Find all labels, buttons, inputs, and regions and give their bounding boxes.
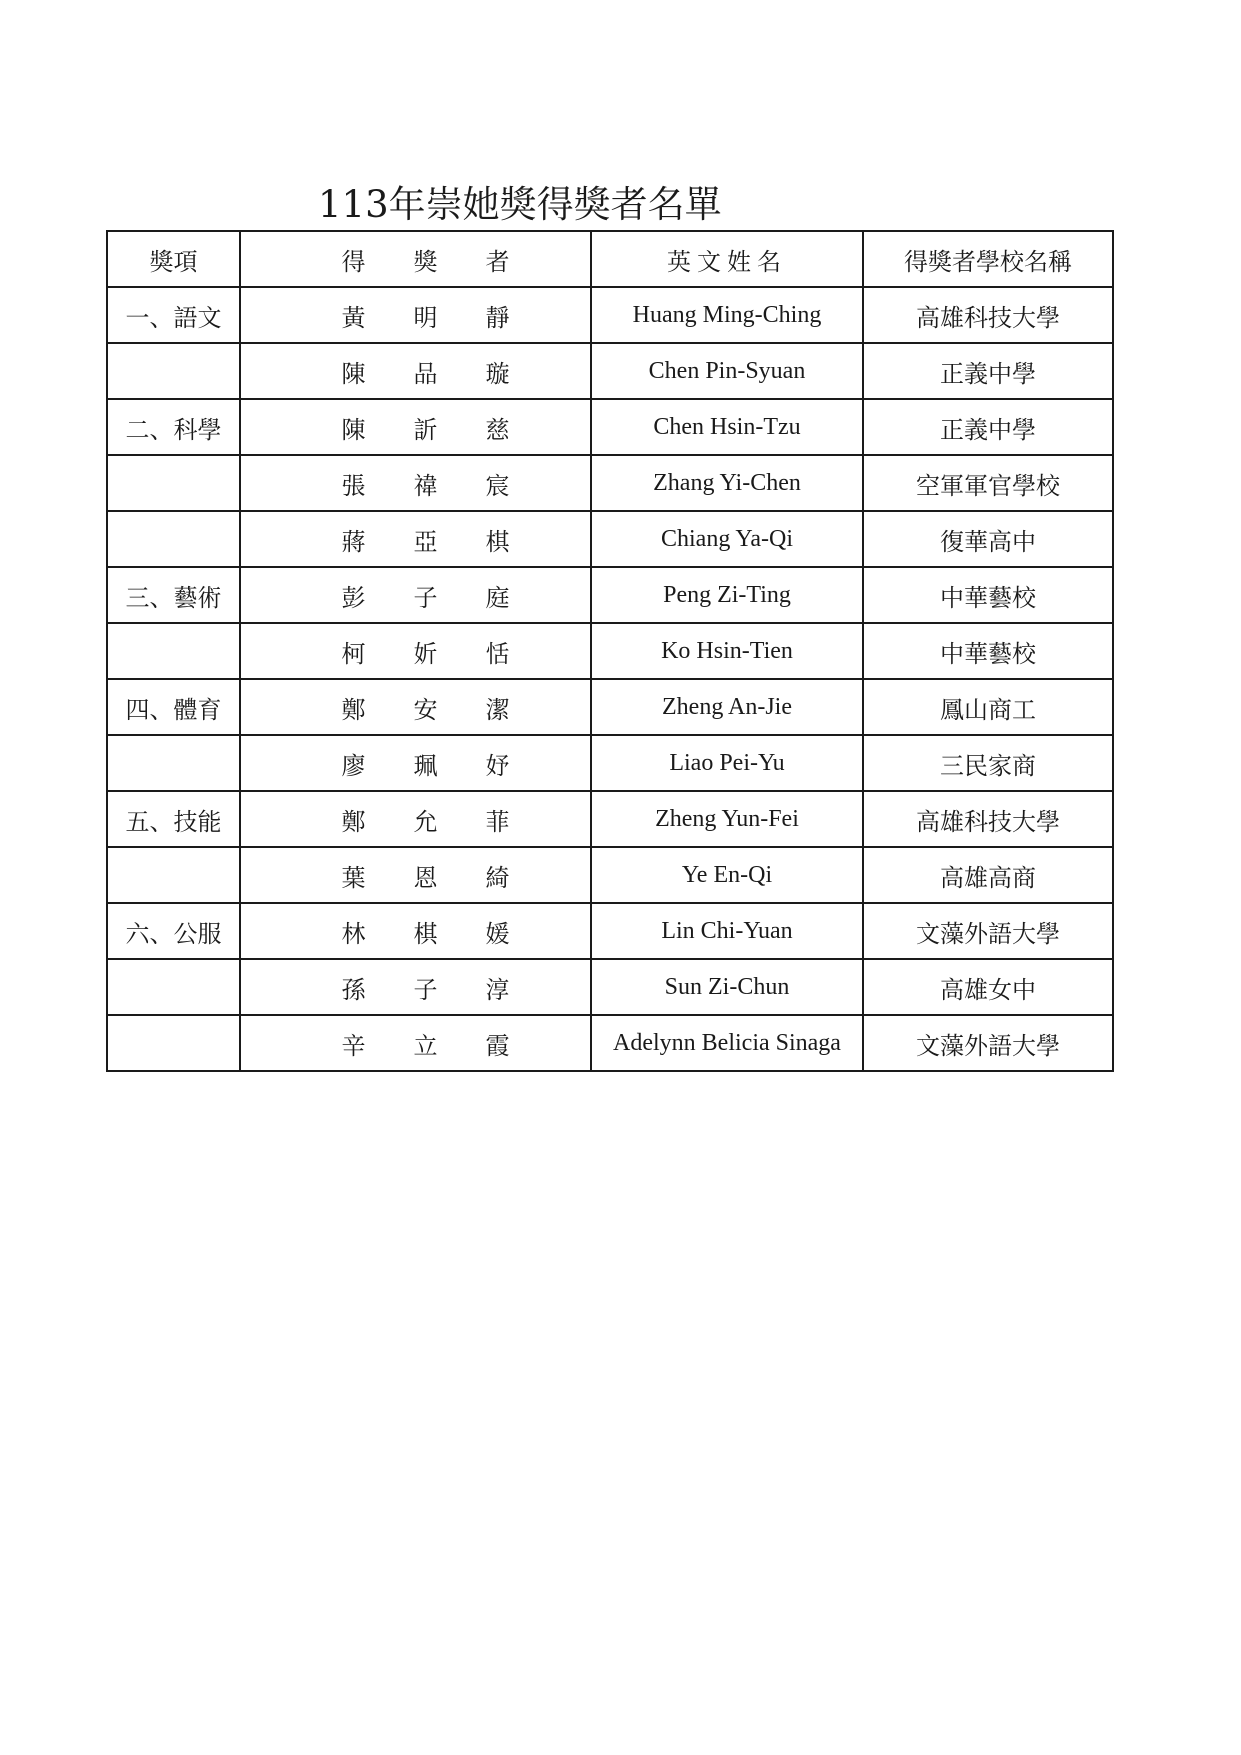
page-title: 113年崇她獎得獎者名單 (318, 183, 722, 226)
school-cell: 正義中學 (863, 399, 1113, 455)
winner-name-char: 彭 (341, 583, 366, 612)
category-cell: 一、語文 (107, 287, 240, 343)
winner-name-char: 媛 (485, 919, 510, 948)
category-cell (107, 511, 240, 567)
english-name-cell: Huang Ming-Ching (591, 287, 863, 343)
category-cell (107, 959, 240, 1015)
header-english-name: 英文姓名 (591, 231, 863, 287)
english-name-cell: Sun Zi-Chun (591, 959, 863, 1015)
english-name-cell: Peng Zi-Ting (591, 567, 863, 623)
winner-name-char: 明 (413, 303, 438, 332)
table-row (107, 623, 1113, 679)
winner-name-char: 淳 (485, 975, 510, 1004)
winner-name-char: 陳 (341, 359, 366, 388)
winner-name-char: 霞 (485, 1031, 510, 1060)
winner-name-char: 蔣 (341, 527, 366, 556)
winner-name-cell (240, 511, 591, 567)
winner-name-char: 恬 (485, 639, 510, 668)
table-row (107, 679, 1113, 735)
winner-name-char: 禕 (413, 471, 438, 500)
school-cell: 中華藝校 (863, 567, 1113, 623)
school-cell: 高雄高商 (863, 847, 1113, 903)
winner-name-char: 廖 (341, 751, 366, 780)
winner-name-char: 妡 (413, 639, 438, 668)
winner-name-char: 允 (413, 807, 438, 836)
winner-name-char: 鄭 (341, 695, 366, 724)
english-name-cell: Chen Pin-Syuan (591, 343, 863, 399)
winner-name-cell (240, 455, 591, 511)
school-cell: 高雄女中 (863, 959, 1113, 1015)
header-winner-char: 獎 (413, 247, 438, 276)
category-cell: 四、體育 (107, 679, 240, 735)
table-body (107, 287, 1113, 1071)
winner-name-char: 子 (413, 975, 438, 1004)
english-name-cell: Zheng Yun-Fei (591, 791, 863, 847)
school-cell: 三民家商 (863, 735, 1113, 791)
winner-name-char: 孫 (341, 975, 366, 1004)
english-name-cell: Chiang Ya-Qi (591, 511, 863, 567)
category-cell: 三、藝術 (107, 567, 240, 623)
table-row (107, 343, 1113, 399)
table-row (107, 511, 1113, 567)
category-cell (107, 455, 240, 511)
english-name-cell: Ye En-Qi (591, 847, 863, 903)
winner-name-char: 潔 (485, 695, 510, 724)
winner-name-char: 亞 (413, 527, 438, 556)
winner-name-char: 慈 (485, 415, 510, 444)
winner-name-char: 葉 (341, 863, 366, 892)
winner-name-char: 柯 (341, 639, 366, 668)
english-name-cell: Zheng An-Jie (591, 679, 863, 735)
school-cell: 高雄科技大學 (863, 791, 1113, 847)
table-header-row (107, 231, 1113, 287)
winner-name-cell (240, 959, 591, 1015)
winner-name-char: 張 (341, 471, 366, 500)
winner-name-cell (240, 287, 591, 343)
table-row (107, 903, 1113, 959)
winner-name-cell (240, 399, 591, 455)
header-winner-char: 者 (485, 247, 510, 276)
school-cell: 中華藝校 (863, 623, 1113, 679)
winner-name-cell (240, 1015, 591, 1071)
english-name-cell: Liao Pei-Yu (591, 735, 863, 791)
winner-name-cell (240, 847, 591, 903)
winner-name-char: 庭 (485, 583, 510, 612)
table-row (107, 567, 1113, 623)
winner-name-char: 宸 (485, 471, 510, 500)
school-cell: 空軍軍官學校 (863, 455, 1113, 511)
category-cell: 二、科學 (107, 399, 240, 455)
english-name-cell: Chen Hsin-Tzu (591, 399, 863, 455)
winner-name-char: 安 (413, 695, 438, 724)
english-name-cell: Zhang Yi-Chen (591, 455, 863, 511)
table-row (107, 959, 1113, 1015)
table-row (107, 735, 1113, 791)
winner-name-char: 陳 (341, 415, 366, 444)
table-row (107, 847, 1113, 903)
winner-name-char: 辛 (341, 1031, 366, 1060)
table-row (107, 287, 1113, 343)
category-cell (107, 1015, 240, 1071)
winner-name-cell (240, 679, 591, 735)
header-winner (240, 231, 591, 287)
winner-name-char: 子 (413, 583, 438, 612)
winner-name-char: 棋 (413, 919, 438, 948)
winner-name-char: 珮 (413, 751, 438, 780)
winner-name-char: 立 (413, 1031, 438, 1060)
table-row (107, 455, 1113, 511)
school-cell: 文藻外語大學 (863, 1015, 1113, 1071)
english-name-cell: Lin Chi-Yuan (591, 903, 863, 959)
category-cell (107, 735, 240, 791)
school-cell: 鳳山商工 (863, 679, 1113, 735)
table-row (107, 791, 1113, 847)
winner-name-cell (240, 791, 591, 847)
awards-table (106, 230, 1114, 1072)
category-cell: 六、公服 (107, 903, 240, 959)
category-cell (107, 343, 240, 399)
english-name-cell: Adelynn Belicia Sinaga (591, 1015, 863, 1071)
school-cell: 文藻外語大學 (863, 903, 1113, 959)
winner-name-cell (240, 903, 591, 959)
winner-name-char: 恩 (413, 863, 438, 892)
category-cell (107, 623, 240, 679)
category-cell (107, 847, 240, 903)
school-cell: 復華高中 (863, 511, 1113, 567)
winner-name-char: 綺 (485, 863, 510, 892)
school-cell: 高雄科技大學 (863, 287, 1113, 343)
winner-name-cell (240, 567, 591, 623)
table-row (107, 1015, 1113, 1071)
winner-name-cell (240, 343, 591, 399)
winner-name-char: 棋 (485, 527, 510, 556)
winner-name-char: 黃 (341, 303, 366, 332)
winner-name-char: 妤 (485, 751, 510, 780)
winner-name-char: 訢 (413, 415, 438, 444)
winner-name-char: 林 (341, 919, 366, 948)
winner-name-char: 鄭 (341, 807, 366, 836)
winner-name-char: 菲 (485, 807, 510, 836)
school-cell: 正義中學 (863, 343, 1113, 399)
header-category: 獎項 (107, 231, 240, 287)
winner-name-cell (240, 623, 591, 679)
winner-name-char: 品 (413, 359, 438, 388)
english-name-cell: Ko Hsin-Tien (591, 623, 863, 679)
header-school: 得獎者學校名稱 (863, 231, 1113, 287)
table-row (107, 399, 1113, 455)
winner-name-char: 璇 (485, 359, 510, 388)
header-winner-char: 得 (341, 247, 366, 276)
category-cell: 五、技能 (107, 791, 240, 847)
winner-name-cell (240, 735, 591, 791)
winner-name-char: 靜 (485, 303, 510, 332)
